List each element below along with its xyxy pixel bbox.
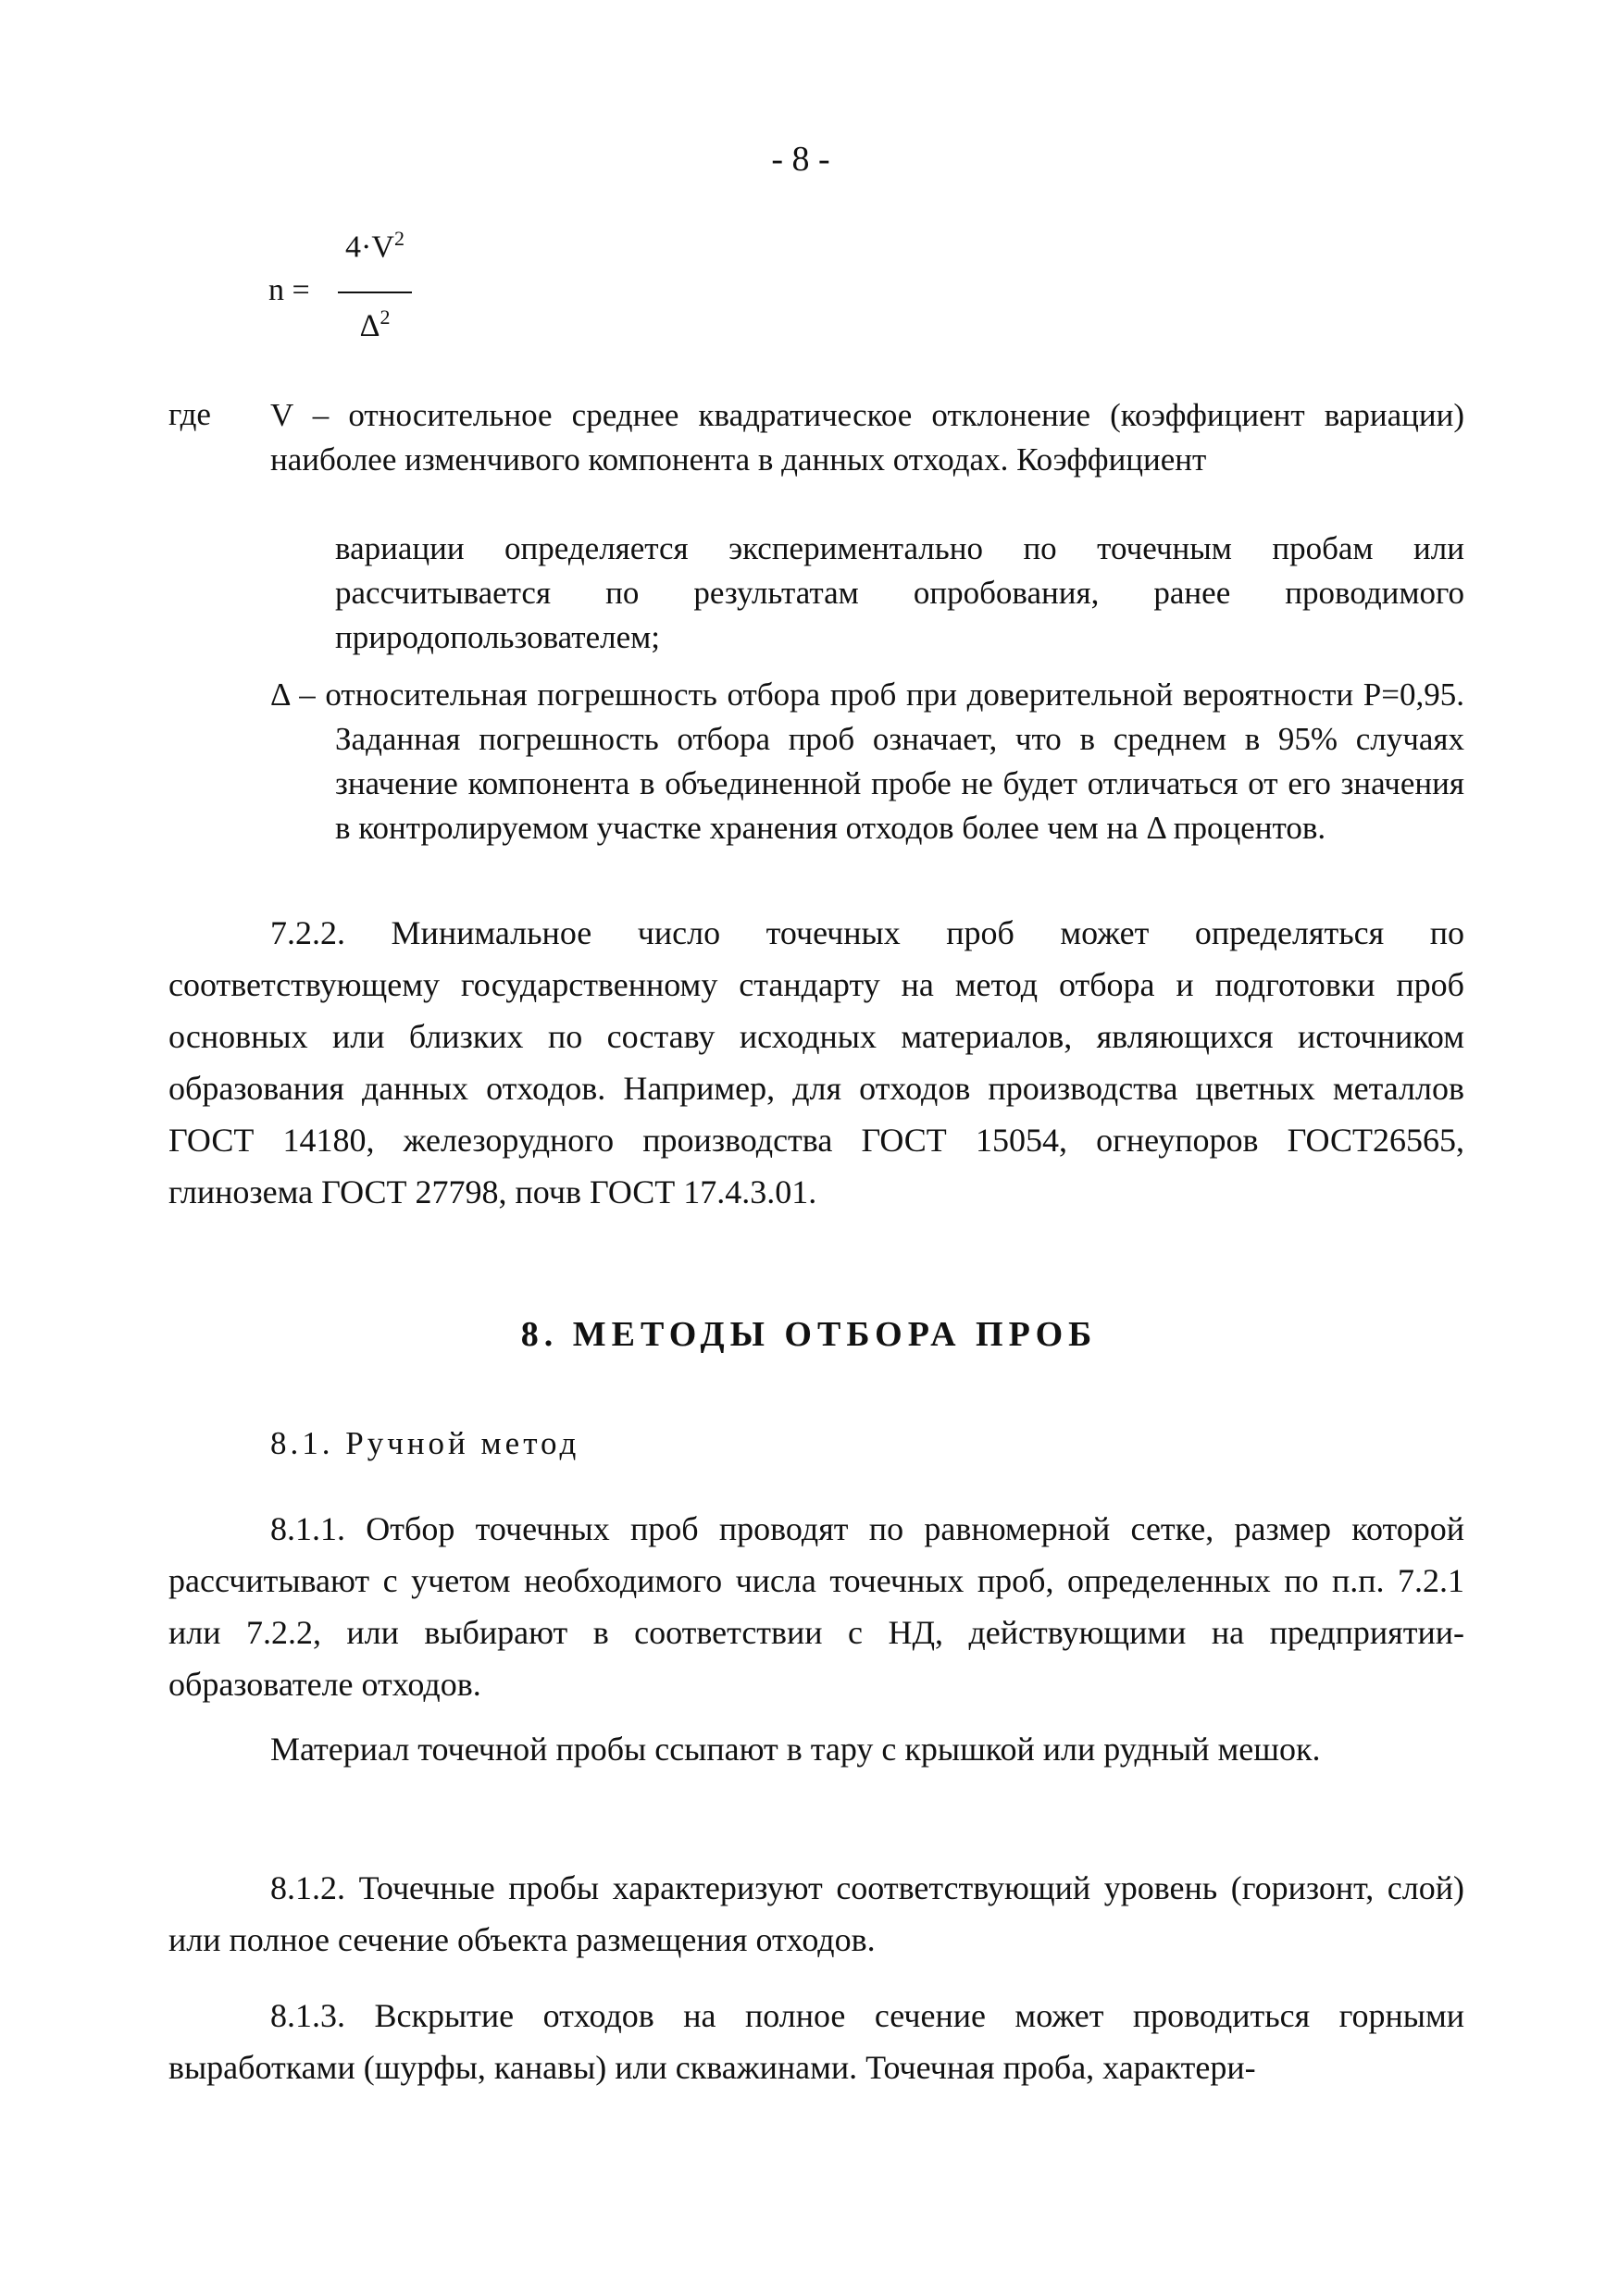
paragraph-7-2-2: 7.2.2. Минимальное число точечных проб может определяться по соответствующему государственному стандарту на метод отбора и подготовки проб основных или близких по составу исходных материалов, являющихся источником образования данных отходов. Например, для отходов производства цветных металлов ГОСТ 14180, железорудного производства ГОСТ 15054, огнеупоров ГОСТ26565, глинозема ГОСТ 27798, почв ГОСТ 17.4.3.01. bbox=[168, 914, 1464, 1210]
formula-lhs: n = bbox=[268, 273, 310, 307]
paragraph-8-1-3: 8.1.3. Вскрытие отходов на полное сечение может проводиться горными выработками (шурфы, канавы) или скважинами. Точечная проба, характери- bbox=[168, 1997, 1464, 2086]
section-heading: 8. МЕТОДЫ ОТБОРА ПРОБ bbox=[520, 1315, 1098, 1354]
paragraph-8-1-2: 8.1.2. Точечные пробы характеризуют соответствующий уровень (горизонт, слой) или полное сечение объекта размещения отходов. bbox=[168, 1869, 1464, 1958]
paragraph-8-1-1-material: Материал точечной пробы ссыпают в тару с крышкой или рудный мешок. bbox=[270, 1731, 1321, 1768]
paragraph-8-1-1: 8.1.1. Отбор точечных проб проводят по равномерной сетке, размер которой рассчитывают с учетом необходимого числа точечных проб, определенных по п.п. 7.2.1 или 7.2.2, или выбирают в соответствии с НД, действующими на предприятии-образователе отходов. bbox=[168, 1510, 1464, 1703]
formula-numerator: $4\cdot V^2$ bbox=[345, 227, 404, 265]
fraction-bar bbox=[338, 292, 412, 293]
delta-definition: Δ – относительная погрешность отбора проб при доверительной вероятности P=0,95. Заданная погрешность отбора проб означает, что в среднем в 95% случаях значение компонента в объединенной пробе не будет отличаться от его значения в контролируемом участке хранения отходов более чем на Δ процентов. bbox=[270, 676, 1464, 846]
subsection-heading: 8.1. Ручной метод bbox=[270, 1425, 580, 1461]
v-definition: V – относительное среднее квадратическое отклонение (коэффициент вариации) наиболее изменчивого компонента в данных отходах. Коэффициент bbox=[270, 397, 1464, 478]
sample-count-formula bbox=[268, 217, 435, 356]
where-label: где bbox=[168, 396, 211, 432]
v-definition-continuation: вариации определяется экспериментально по точечным пробам или рассчитывается по результатам опробования, ранее проводимого природопользователем; bbox=[335, 530, 1464, 655]
formula-denominator: $\Delta^2$ bbox=[359, 305, 391, 343]
page-number: - 8 - bbox=[771, 140, 830, 179]
